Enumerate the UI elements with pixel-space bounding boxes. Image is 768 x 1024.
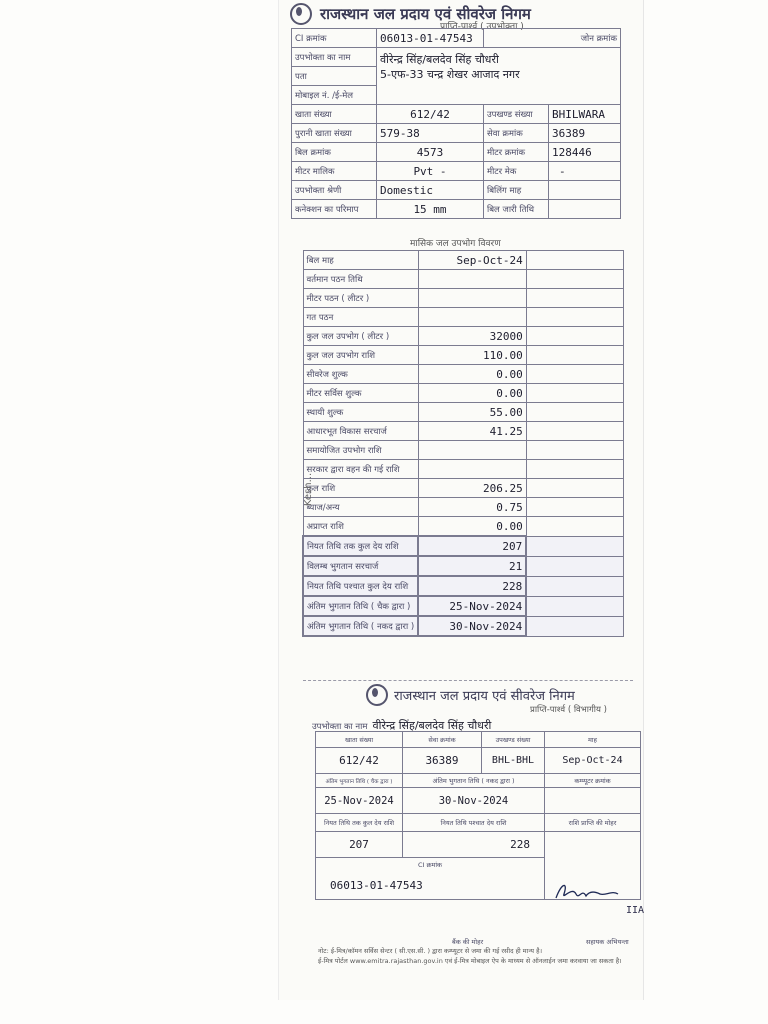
usage-row [303, 517, 624, 537]
usage-row [303, 270, 624, 289]
row-label: नियत तिथि तक कुल देय राशि [303, 536, 418, 556]
row-blank [526, 422, 624, 441]
row-label: नियत तिथि पश्चात कुल देय राशि [303, 576, 418, 596]
row-blank [526, 346, 624, 365]
consumer-name-label: उपभोक्ता का नाम [292, 48, 377, 67]
footer-note [318, 946, 622, 966]
meter-owner-label: मीटर मालिक [292, 162, 377, 181]
payment-row [303, 596, 624, 616]
margin-note: Kesh... [303, 472, 315, 507]
row-value: 21 [418, 556, 526, 576]
organisation-name: राजस्थान जल प्रदाय एवं सीवरेज निगम [320, 5, 531, 23]
row-label: वर्तमान पठन तिथि [303, 270, 418, 289]
row-blank [526, 365, 624, 384]
cf-due: 207 [316, 832, 403, 858]
cf-after-label: नियत तिथि पश्चात देय राशि [403, 814, 545, 832]
counterfoil-organisation: राजस्थान जल प्रदाय एवं सीवरेज निगम [394, 689, 575, 704]
row-blank [526, 289, 624, 308]
row-value: 0.00 [418, 517, 526, 537]
row-blank [526, 460, 624, 479]
usage-row [303, 479, 624, 498]
connection-size: 15 mm [377, 200, 484, 219]
old-account: 579-38 [377, 124, 484, 143]
tear-line [303, 680, 633, 681]
cf-cash-label: अंतिम भुगतान तिथि ( नकद द्वारा ) [403, 774, 545, 788]
payment-row [303, 616, 624, 636]
row-label: ब्याज/अन्य [303, 498, 418, 517]
copy-type: प्राप्ति-पार्श्व ( उपभोक्ता ) [440, 22, 524, 32]
usage-row [303, 365, 624, 384]
phed-logo-icon [366, 684, 388, 706]
meter-number-label: मीटर क्रमांक [484, 143, 549, 162]
row-value [418, 289, 526, 308]
row-label: मीटर पठन ( लीटर ) [303, 289, 418, 308]
counterfoil-header [366, 684, 575, 706]
cf-computer-label: कम्प्यूटर क्रमांक [545, 774, 641, 788]
service-label: सेवा क्रमांक [484, 124, 549, 143]
bill-number: 4573 [377, 143, 484, 162]
cf-due-label: नियत तिथि तक कुल देय राशि [316, 814, 403, 832]
row-label: गत पठन [303, 308, 418, 327]
row-value [418, 441, 526, 460]
row-label: अप्राप्त राशि [303, 517, 418, 537]
monthly-heading: मासिक जल उपभोग विवरण [410, 239, 501, 249]
usage-row [303, 441, 624, 460]
counterfoil-consumer-label: उपभोक्ता का नाम [312, 722, 368, 732]
usage-row [303, 251, 624, 270]
row-value: 55.00 [418, 403, 526, 422]
row-value [418, 270, 526, 289]
row-blank [526, 616, 624, 636]
cf-subdiv: BHL-BHL [482, 748, 545, 774]
row-blank [526, 536, 624, 556]
meter-number: 128446 [549, 143, 621, 162]
consumer-name: वीरेन्द्र सिंह/बलदेव सिंह चौधरी [380, 52, 499, 66]
row-value: 0.75 [418, 498, 526, 517]
subdivision-label: उपखण्ड संख्या [484, 105, 549, 124]
meter-make-label: मीटर मेक [484, 162, 549, 181]
cf-account-label: खाता संख्या [316, 732, 403, 748]
counterfoil-consumer-name: वीरेन्द्र सिंह/बलदेव सिंह चौधरी [372, 719, 492, 732]
usage-row [303, 498, 624, 517]
cf-service-label: सेवा क्रमांक [403, 732, 482, 748]
consumer-address: 5-एफ-33 चन्द्र शेखर आजाद नगर [380, 67, 520, 81]
row-value: 228 [418, 576, 526, 596]
consumer-category: Domestic [377, 181, 484, 200]
row-blank [526, 556, 624, 576]
usage-row [303, 327, 624, 346]
cf-cheque-date: 25-Nov-2024 [316, 788, 403, 814]
usage-row [303, 422, 624, 441]
row-blank [526, 327, 624, 346]
payment-row [303, 556, 624, 576]
row-blank [526, 403, 624, 422]
payment-row [303, 576, 624, 596]
assistant-engineer-label: सहायक अभियन्ता [586, 938, 629, 946]
row-blank [526, 596, 624, 616]
iia-mark: IIA [626, 905, 645, 916]
row-label: अंतिम भुगतान तिथि ( चैक द्वारा ) [303, 596, 418, 616]
cf-account: 612/42 [316, 748, 403, 774]
row-value: 32000 [418, 327, 526, 346]
row-value [418, 460, 526, 479]
row-label: मीटर सर्विस शुल्क [303, 384, 418, 403]
category-label: उपभोक्ता श्रेणी [292, 181, 377, 200]
row-label: बिल माह [303, 251, 418, 270]
row-label: कुल राशि [303, 479, 418, 498]
cf-service: 36389 [403, 748, 482, 774]
zone-label: जोन क्रमांक [484, 29, 621, 48]
bill-number-label: बिल क्रमांक [292, 143, 377, 162]
counterfoil-table [315, 731, 641, 900]
row-blank [526, 576, 624, 596]
row-value [418, 308, 526, 327]
row-blank [526, 270, 624, 289]
ci-number: 06013-01-47543 [377, 29, 484, 48]
issue-date-label: बिल जारी तिथि [484, 200, 549, 219]
cf-seal-label: राशि प्राप्ति की मोहर [545, 814, 641, 832]
connection-size-label: कनेक्शन का परिमाप [292, 200, 377, 219]
consumer-info-table [291, 28, 621, 219]
payment-row [303, 536, 624, 556]
row-label: विलम्ब भुगतान सरचार्ज [303, 556, 418, 576]
cf-ci: 06013-01-47543 [316, 872, 545, 900]
row-value: 0.00 [418, 384, 526, 403]
usage-row [303, 308, 624, 327]
usage-row [303, 460, 624, 479]
cf-subdiv-label: उपखण्ड संख्या [482, 732, 545, 748]
row-blank [526, 498, 624, 517]
service-number: 36389 [549, 124, 621, 143]
row-label: स्थायी शुल्क [303, 403, 418, 422]
row-blank [526, 441, 624, 460]
row-value: 206.25 [418, 479, 526, 498]
cf-cheque-label: अंतिम भुगतान तिथि ( चैक द्वारा ) [316, 774, 403, 788]
account-label: खाता संख्या [292, 105, 377, 124]
cf-month-label: माह [545, 732, 641, 748]
row-label: आधारभूत विकास सरचार्ज [303, 422, 418, 441]
billing-month-label: बिलिंग माह [484, 181, 549, 200]
account-number: 612/42 [377, 105, 484, 124]
row-value: Sep-Oct-24 [418, 251, 526, 270]
mobile-label: मोबाइल नं. /ई-मेल [292, 86, 377, 105]
cf-month: Sep-Oct-24 [545, 748, 641, 774]
row-label: कुल जल उपभोग ( लीटर ) [303, 327, 418, 346]
row-label: कुल जल उपभोग राशि [303, 346, 418, 365]
row-value: 110.00 [418, 346, 526, 365]
phed-logo-icon [290, 3, 312, 25]
subdivision: BHILWARA [549, 105, 621, 124]
row-value: 25-Nov-2024 [418, 596, 526, 616]
cf-after: 228 [403, 832, 545, 858]
row-label: अंतिम भुगतान तिथि ( नकद द्वारा ) [303, 616, 418, 636]
usage-row [303, 289, 624, 308]
old-account-label: पुरानी खाता संख्या [292, 124, 377, 143]
row-blank [526, 384, 624, 403]
row-value: 41.25 [418, 422, 526, 441]
row-label: सरकार द्वारा वहन की गई राशि [303, 460, 418, 479]
monthly-usage-table [302, 250, 624, 637]
row-blank [526, 308, 624, 327]
meter-make: - [549, 162, 621, 181]
row-blank [526, 479, 624, 498]
row-value: 0.00 [418, 365, 526, 384]
usage-row [303, 346, 624, 365]
counterfoil-copy-type: प्राप्ति-पार्श्व ( विभागीय ) [530, 705, 607, 715]
address-label: पता [292, 67, 377, 86]
row-blank [526, 517, 624, 537]
footer-line-1: नोट: ई-मित्र/कॉमन सर्विस सेन्टर ( सी.एस.सी. ) द्वारा कम्प्यूटर से जमा की गई रसीद ही मान्य है। [318, 947, 543, 955]
meter-owner: Pvt - [377, 162, 484, 181]
row-blank [526, 251, 624, 270]
bank-seal-label: बैंक की मोहर [452, 938, 484, 946]
row-label: सीवरेज शुल्क [303, 365, 418, 384]
ci-label: CI क्रमांक [292, 29, 377, 48]
usage-row [303, 403, 624, 422]
cf-cash-date: 30-Nov-2024 [403, 788, 545, 814]
usage-row [303, 384, 624, 403]
footer-line-2: ई-मित्र पोर्टल www.emitra.rajasthan.gov.in एवं ई-मित्र मोबाइल ऐप के माध्यम से ऑनलाईन जमा करवाया जा सकता है। [318, 957, 622, 965]
row-value: 30-Nov-2024 [418, 616, 526, 636]
row-label: समायोजित उपभोग राशि [303, 441, 418, 460]
row-value: 207 [418, 536, 526, 556]
cf-ci-label: CI क्रमांक [316, 858, 545, 872]
signature [552, 880, 622, 904]
